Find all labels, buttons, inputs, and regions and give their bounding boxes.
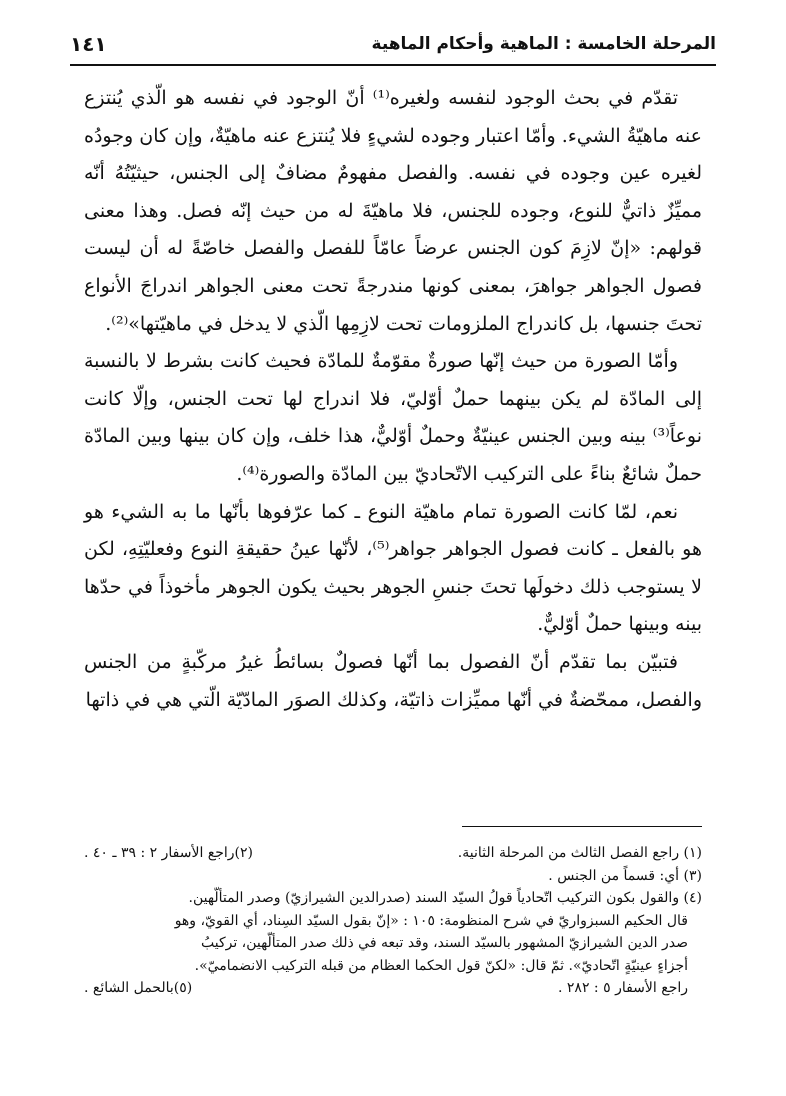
footnote-2: (٢)راجع الأسفار ٢ : ٣٩ ـ ٤٠ . <box>84 845 254 861</box>
paragraph: تقدّم في بحث الوجود لنفسه ولغيره⁽¹⁾ أنّ الوجود في نفسه هو الّذي يُنتزع عنه ماهيّةُ الشيء. وأمّا اعتبار وجوده لشيءٍ فلا يُنتزع عنه ماهيّةٌ، وإن كان وجودُه لغيره عين وجوده في نفسه. والفصل مفهومٌ مضافٌ إلى الجنس، حيثيّتُهُ أنّه مميِّزٌ ذاتيٌّ للنوع، وجوده للجنس، فلا ماهيّةَ له من حيث إنّه فصل. وهذا معنى قولهم: «إنّ لازِمَ كون الجنس عرضاً عامّاً للفصل والفصل خاصّةً له أن ليست فصول الجواهر جواهرَ، بمعنى كونها مندرجةً تحت معنى الجواهر اندراجَ الأنواع تحتَ جنسها، بل كاندراج الملزومات تحت لازِمِها الّذي لا يدخل في ماهيّتها»⁽²⁾. <box>84 87 702 335</box>
footnote-4-line: قال الحكيم السبزواريّ في شرح المنظومة: ١٠٥ : «إنّ بقول السيّد السِناد، أي القويّ، وهو <box>174 912 688 929</box>
footnote-4-line: صدر الدين الشيرازيّ المشهور بالسيّد السند، وقد تبعه في ذلك صدر المتألّهين، تركيبُ <box>200 935 688 951</box>
footnote-3: (٣) أي: قسماً من الجنس . <box>548 867 702 884</box>
page-header <box>70 30 716 66</box>
footnote-4-line: راجع الأسفار ٥ : ٢٨٢ . <box>558 980 688 996</box>
main-text <box>84 80 702 719</box>
footnote-4-line: أجزاءٍ عينيّةٍ اتّحاديّ». ثمّ قال: «لكنّ قول الحكما العظام من قبله التركيب الانضماميّ». <box>194 957 688 974</box>
footnotes <box>84 842 702 1000</box>
paragraph: نعم، لمّا كانت الصورة تمام ماهيّة النوع ـ كما عرّفوها بأنّها ما به الشيء هو هو بالفعل ـ كانت فصول الجواهر جواهر⁽⁵⁾، لأنّها عينُ حقيقةِ النوع وفعليّتِهِ، لكن لا يستوجب ذلك دخولَها تحتَ جنسِ الجوهر بحيث يكون الجوهر مأخوذاً في حدّها بينه وبينها حملٌ أوّليٌّ. <box>84 500 702 636</box>
paragraph: فتبيّن بما تقدّم أنّ الفصول بما أنّها فصولٌ بسائطُ غيرُ مركّبةٍ من الجنس والفصل، ممحّضةٌ في أنّها مميِّزات ذاتيّة، وكذلك الصوَر المادّيّة الّتي هي في ذاتها <box>84 650 702 711</box>
footnote-4-line: (٤) والقول بكون التركيب اتّحادياً قولُ السيّد السند (صدرالدين الشيرازيّ) وصدر المتألّهين. <box>188 890 702 906</box>
footnote-5: (٥)بالحمل الشائع . <box>84 980 193 996</box>
footnote-divider <box>462 826 702 827</box>
paragraph: وأمّا الصورة من حيث إنّها صورةٌ مقوّمةٌ للمادّة فحيث كانت بشرط لا بالنسبة إلى المادّة لم يكن بينهما حملٌ أوّليّ، فلا اندراج لها تحت الجنس، وإلّا كانت نوعاً⁽³⁾ بينه وبين الجنس عينيّةٌ وحملٌ أوّليٌّ، هذا خلف، وإن كان بينها وبين المادّة حملٌ شائعٌ بناءً على التركيب الاتّحاديّ بين المادّة والصورة⁽⁴⁾. <box>84 350 702 485</box>
running-title: المرحلة الخامسة : الماهية وأحكام الماهية <box>371 34 716 54</box>
footnote-row <box>84 842 702 865</box>
footnote-1: (١) راجع الفصل الثالث من المرحلة الثانية. <box>457 845 702 861</box>
page-number: ١٤١ <box>70 32 107 56</box>
header-rule <box>70 64 716 66</box>
footnote-row <box>84 977 702 1000</box>
